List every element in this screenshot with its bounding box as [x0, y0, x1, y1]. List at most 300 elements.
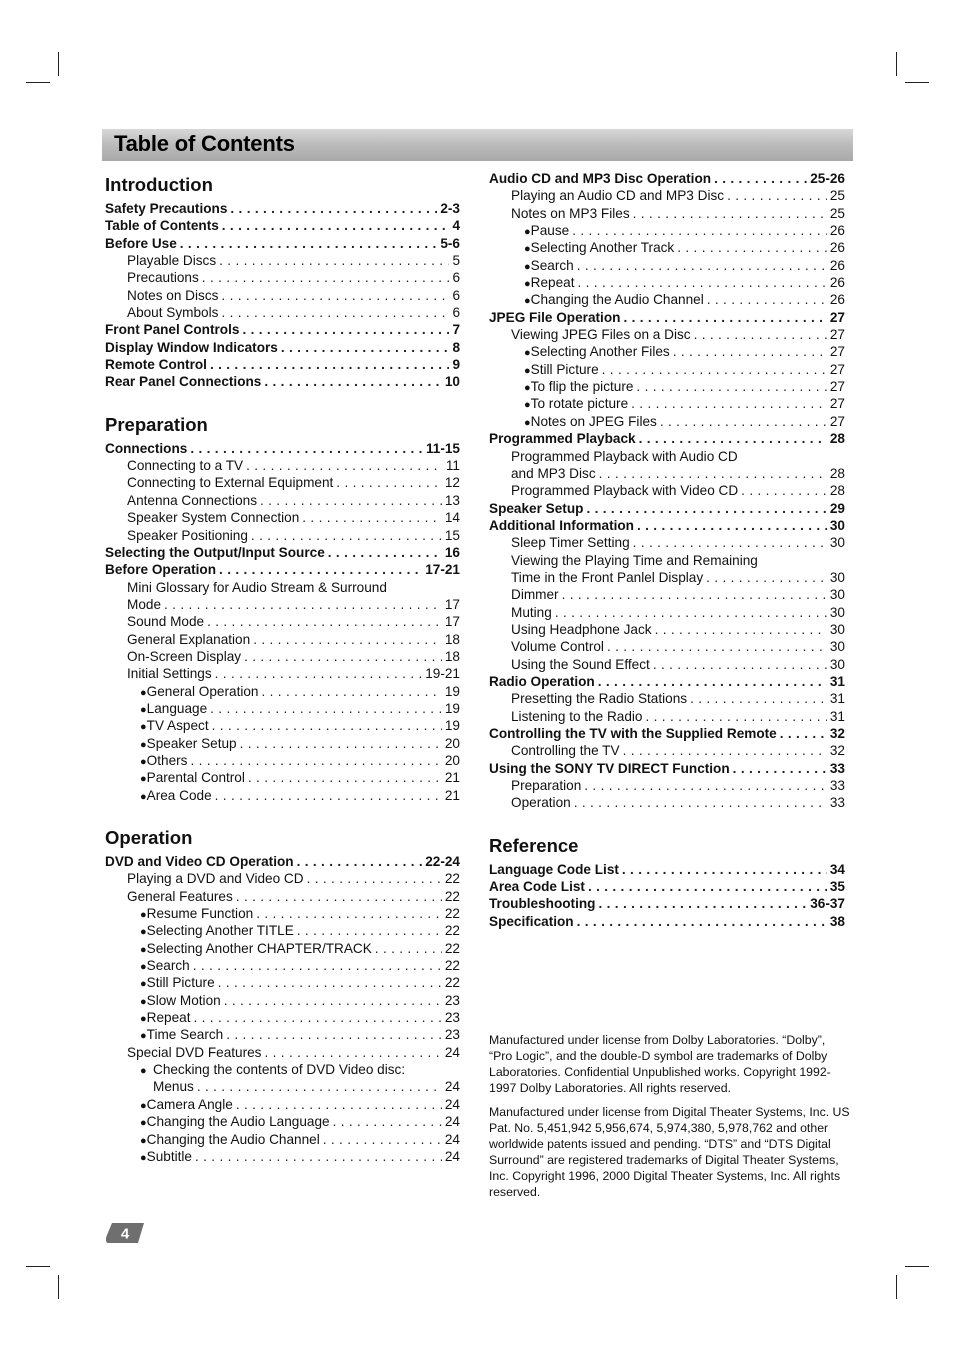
toc-entry — [489, 170, 845, 187]
toc-entry-page: 28 — [829, 431, 845, 447]
bullet-icon: ● — [524, 416, 531, 429]
dot-leader — [218, 974, 442, 991]
toc-entry — [489, 586, 845, 603]
toc-entry-page: 28 — [829, 483, 845, 499]
toc-entry — [489, 725, 845, 742]
dot-leader — [633, 534, 827, 551]
dot-leader — [741, 482, 827, 499]
toc-entry-label: Listening to the Radio — [511, 708, 643, 724]
toc-entry-page: 19 — [444, 683, 460, 699]
toc-entry — [489, 378, 845, 395]
toc-entry-label: Programmed Playback with Audio CD — [511, 448, 738, 464]
dot-leader — [328, 544, 442, 561]
toc-entry-page: 32 — [829, 726, 845, 741]
toc-entry-label: To rotate picture — [530, 396, 629, 412]
toc-entry-page: 30 — [829, 569, 845, 585]
toc-entry — [489, 257, 845, 274]
toc-entry-label: Connecting to a TV — [127, 458, 244, 474]
toc-entry-label: Checking the contents of DVD Video disc: — [153, 1062, 406, 1078]
toc-entry-page: 26 — [829, 292, 845, 308]
toc-entry-page: 22-24 — [425, 854, 460, 869]
dot-leader — [375, 940, 442, 957]
toc-entry-label: Audio CD and MP3 Disc Operation — [489, 171, 712, 186]
toc-entry — [489, 343, 845, 360]
bullet-icon: ● — [140, 773, 147, 786]
toc-entry — [489, 552, 845, 569]
toc-entry — [105, 440, 460, 457]
toc-entry-page: 33 — [829, 778, 845, 794]
toc-entry — [105, 527, 460, 544]
toc-entry-label: JPEG File Operation — [489, 309, 621, 325]
toc-entry — [105, 665, 460, 682]
dot-leader — [333, 1113, 442, 1130]
toc-entry-label: Volume Control — [511, 639, 604, 655]
dot-leader — [194, 1009, 442, 1026]
toc-entry-label: To flip the picture — [530, 379, 634, 395]
toc-entry — [489, 656, 845, 673]
toc-entry-label: TV Aspect — [146, 718, 209, 734]
dot-leader — [281, 339, 450, 356]
crop-mark — [26, 1266, 50, 1267]
toc-entry-page: 24 — [444, 1096, 460, 1112]
page-number-badge-shape — [106, 1221, 146, 1245]
toc-entry-page: 17-21 — [425, 562, 460, 578]
toc-entry — [105, 217, 460, 234]
dot-leader — [780, 725, 827, 742]
dot-leader — [623, 309, 826, 326]
toc-entry-page: 32 — [829, 743, 845, 759]
toc-entry-page: 13 — [444, 492, 460, 508]
toc-entry-page: 18 — [444, 631, 460, 647]
bullet-icon: ● — [140, 926, 147, 939]
dot-leader — [646, 708, 827, 725]
toc-entry-label: Speaker Setup — [489, 500, 584, 516]
toc-entry-label: Selecting Another CHAPTER/TRACK — [146, 940, 372, 956]
toc-entry-label: Still Picture — [530, 361, 599, 377]
dot-leader — [212, 717, 442, 734]
toc-entry-page: 27 — [829, 344, 845, 360]
toc-entry — [105, 613, 460, 630]
toc-entry — [105, 717, 460, 734]
toc-entry — [489, 708, 845, 725]
dot-leader — [221, 287, 449, 304]
section-spacer — [105, 391, 460, 410]
toc-entry-page: 24 — [444, 1148, 460, 1164]
toc-entry-label: Using the SONY TV DIRECT Function — [489, 760, 730, 776]
toc-entry — [489, 878, 845, 895]
bullet-icon: ● — [140, 721, 147, 734]
toc-entry-page: 4 — [452, 218, 460, 234]
toc-entry — [105, 1061, 460, 1078]
dot-leader — [197, 1078, 442, 1095]
toc-entry — [489, 465, 845, 482]
toc-entry-label: Notes on MP3 Files — [511, 205, 630, 221]
dot-leader — [210, 356, 449, 373]
toc-entry-page: 31 — [829, 691, 845, 707]
toc-entry-label: Camera Angle — [146, 1096, 233, 1112]
toc-entry-page: 6 — [452, 287, 460, 303]
toc-entry — [489, 760, 845, 777]
toc-entry — [105, 252, 460, 269]
toc-entry-label: and MP3 Disc — [511, 465, 596, 481]
toc-entry-label: Language Code List — [489, 861, 619, 877]
toc-entry — [105, 1078, 460, 1095]
toc-entry-page: 31 — [829, 708, 845, 724]
toc-entry-label: Display Window Indicators — [105, 339, 278, 355]
toc-entry — [489, 239, 845, 256]
toc-entry-page: 5 — [452, 253, 460, 269]
toc-entry — [105, 235, 460, 252]
toc-entry — [489, 430, 845, 447]
toc-entry — [105, 321, 460, 338]
dot-leader — [202, 269, 450, 286]
toc-entry-label: Sound Mode — [127, 614, 205, 630]
dot-leader — [190, 440, 423, 457]
toc-left-column — [105, 170, 460, 1165]
toc-entry-label: Dimmer — [511, 587, 559, 603]
toc-entry-label: Mode — [127, 596, 162, 612]
toc-entry — [105, 922, 460, 939]
section-heading-preparation: Preparation — [105, 413, 208, 435]
dot-leader — [577, 913, 827, 930]
toc-entry-page: 27 — [829, 396, 845, 412]
toc-entry-page: 27 — [829, 309, 845, 325]
page-title: Table of Contents — [114, 131, 295, 156]
dot-leader — [180, 235, 438, 252]
toc-entry-label: Connecting to External Equipment — [127, 475, 334, 491]
toc-entry-label: Playable Discs — [127, 253, 217, 269]
toc-entry-page: 18 — [444, 648, 460, 664]
dot-leader — [655, 621, 827, 638]
toc-entry-label: Programmed Playback — [489, 431, 636, 447]
toc-entry — [105, 1131, 460, 1148]
dot-leader — [219, 252, 449, 269]
bullet-icon: ● — [140, 1151, 147, 1164]
toc-entry — [105, 304, 460, 321]
toc-entry — [105, 648, 460, 665]
toc-entry — [105, 787, 460, 804]
toc-entry — [105, 905, 460, 922]
toc-entry-page: 25 — [829, 188, 845, 204]
dot-leader — [555, 604, 827, 621]
dot-leader — [302, 509, 442, 526]
toc-entry — [105, 888, 460, 905]
bullet-icon: ● — [140, 1134, 147, 1147]
toc-entry — [105, 561, 460, 578]
toc-entry-page: 17 — [444, 614, 460, 630]
toc-entry-page: 9 — [452, 357, 460, 373]
bullet-icon: ● — [140, 790, 147, 803]
bullet-icon: ● — [140, 738, 147, 751]
toc-entry-page: 25-26 — [810, 171, 845, 186]
toc-entry — [489, 187, 845, 204]
toc-entry — [105, 492, 460, 509]
toc-entry — [105, 474, 460, 491]
dot-leader — [260, 492, 442, 509]
bullet-icon: ● — [524, 243, 531, 256]
dot-leader — [240, 735, 442, 752]
dot-leader — [636, 378, 826, 395]
toc-entry-label: Mini Glossary for Audio Stream & Surround — [127, 579, 387, 595]
toc-entry — [489, 621, 845, 638]
toc-entry-page: 19 — [444, 718, 460, 734]
bullet-icon: ● — [524, 226, 531, 239]
toc-entry-page: 15 — [444, 527, 460, 543]
toc-entry-page: 28 — [829, 465, 845, 481]
dot-leader — [230, 200, 437, 217]
toc-entry-label: Speaker Setup — [146, 735, 237, 751]
dot-leader — [264, 1044, 441, 1061]
toc-entry — [489, 742, 845, 759]
dot-leader — [210, 700, 442, 717]
toc-entry-page: 7 — [452, 322, 460, 338]
bullet-icon: ● — [140, 703, 147, 716]
toc-entry-label: Slow Motion — [146, 992, 221, 1008]
toc-entry — [489, 326, 845, 343]
toc-entry-page: 22 — [444, 923, 460, 939]
dot-leader — [193, 957, 442, 974]
toc-entry-label: DVD and Video CD Operation — [105, 854, 294, 869]
bullet-icon: ● — [140, 1117, 147, 1130]
bullet-icon: ● — [140, 909, 147, 922]
toc-entry-page: 35 — [829, 879, 845, 895]
toc-entry — [105, 631, 460, 648]
toc-entry — [489, 638, 845, 655]
toc-entry-page: 30 — [829, 517, 845, 533]
dot-leader — [164, 596, 442, 613]
toc-entry-label: Front Panel Controls — [105, 322, 240, 338]
dot-leader — [221, 304, 449, 321]
toc-entry-label: Notes on JPEG Files — [530, 413, 657, 429]
toc-entry-page: 21 — [444, 770, 460, 786]
toc-entry-page: 11 — [445, 458, 460, 474]
dot-leader — [226, 1026, 442, 1043]
toc-entry-page: 19-21 — [425, 666, 460, 682]
bullet-icon: ● — [140, 978, 147, 991]
toc-entry-page: 26 — [829, 240, 845, 256]
toc-entry — [105, 339, 460, 356]
dot-leader — [631, 395, 827, 412]
dot-leader — [694, 326, 827, 343]
toc-entry-page: 22 — [444, 906, 460, 922]
toc-entry-label: Changing the Audio Channel — [146, 1131, 320, 1147]
bullet-icon: ● — [140, 1065, 147, 1078]
toc-entry-label: Changing the Audio Language — [146, 1114, 330, 1130]
toc-entry-page: 23 — [444, 1010, 460, 1026]
toc-entry-page: 23 — [444, 1027, 460, 1043]
toc-entry-page: 27 — [829, 327, 845, 343]
toc-entry — [489, 222, 845, 239]
toc-entry — [489, 395, 845, 412]
toc-entry-label: Time in the Front Panlel Display — [511, 569, 704, 585]
toc-entry — [489, 361, 845, 378]
dot-leader — [574, 794, 827, 811]
crop-mark — [26, 82, 50, 83]
toc-entry-label: General Features — [127, 888, 233, 904]
dot-leader — [727, 187, 827, 204]
toc-entry-label: Using Headphone Jack — [511, 621, 652, 637]
toc-entry-label: Repeat — [530, 275, 575, 291]
toc-entry-page: 30 — [829, 639, 845, 655]
toc-entry — [105, 992, 460, 1009]
dot-leader — [219, 561, 422, 578]
toc-entry-label: Before Operation — [105, 562, 217, 578]
toc-entry — [105, 700, 460, 717]
toc-entry-label: Repeat — [146, 1010, 191, 1026]
toc-entry-label: Parental Control — [146, 770, 245, 786]
toc-entry-page: 5-6 — [440, 235, 460, 251]
toc-entry-page: 24 — [444, 1079, 460, 1095]
toc-entry — [489, 534, 845, 551]
toc-entry — [105, 1148, 460, 1165]
toc-entry-page: 24 — [444, 1131, 460, 1147]
bullet-icon: ● — [524, 399, 531, 412]
toc-right-column — [489, 170, 845, 930]
toc-entry — [105, 269, 460, 286]
dot-leader — [653, 656, 827, 673]
dot-leader — [586, 500, 826, 517]
toc-entry-label: Programmed Playback with Video CD — [511, 483, 739, 499]
toc-entry-page: 10 — [444, 374, 460, 390]
toc-entry-label: Antenna Connections — [127, 492, 257, 508]
toc-entry-label: Before Use — [105, 235, 177, 251]
dot-leader — [690, 690, 827, 707]
toc-entry-label: Additional Information — [489, 517, 634, 533]
toc-entry-label: Remote Control — [105, 357, 207, 373]
toc-entry-label: Controlling the TV with the Supplied Remote — [489, 726, 777, 741]
crop-mark — [905, 1266, 929, 1267]
toc-entry-label: Viewing the Playing Time and Remaining — [511, 552, 758, 568]
toc-entry-label: Safety Precautions — [105, 201, 228, 216]
toc-entry-page: 17 — [444, 596, 460, 612]
toc-entry-page: 27 — [829, 413, 845, 429]
toc-entry — [105, 683, 460, 700]
toc-entry-page: 34 — [829, 861, 845, 877]
dot-leader — [242, 321, 449, 338]
toc-entry-page: 22 — [444, 888, 460, 904]
section-heading-introduction: Introduction — [105, 174, 213, 195]
toc-entry-label: Selecting the Output/Input Source — [105, 544, 325, 560]
toc-entry-page: 22 — [444, 871, 460, 887]
dot-leader — [673, 343, 827, 360]
section-heading-operation: Operation — [105, 827, 193, 848]
toc-entry-label: Search — [146, 958, 190, 974]
dot-leader — [264, 373, 442, 390]
dot-leader — [207, 613, 442, 630]
dot-leader — [224, 992, 442, 1009]
crop-mark — [58, 1275, 59, 1299]
dot-leader — [246, 457, 443, 474]
toc-entry — [489, 517, 845, 534]
toc-entry-label: Rear Panel Connections — [105, 374, 262, 390]
toc-entry — [105, 870, 460, 887]
toc-entry-page: 16 — [444, 544, 460, 560]
toc-entry-label: Changing the Audio Channel — [530, 292, 704, 308]
dot-leader — [323, 1131, 442, 1148]
dot-leader — [215, 665, 423, 682]
toc-entry-page: 29 — [829, 500, 845, 516]
toc-entry-label: Notes on Discs — [127, 287, 219, 303]
toc-entry — [105, 769, 460, 786]
toc-entry — [489, 448, 845, 465]
toc-entry — [489, 500, 845, 517]
toc-entry-page: 20 — [444, 752, 460, 768]
dot-leader — [607, 638, 827, 655]
dot-leader — [572, 222, 827, 239]
bullet-icon: ● — [524, 278, 531, 291]
dot-leader — [195, 1148, 442, 1165]
toc-entry-label: Speaker Positioning — [127, 527, 248, 543]
dot-leader — [336, 474, 442, 491]
toc-entry — [489, 777, 845, 794]
toc-entry — [489, 673, 845, 690]
toc-entry — [489, 604, 845, 621]
toc-entry — [489, 690, 845, 707]
toc-entry — [105, 373, 460, 390]
toc-entry-page: 2-3 — [440, 201, 460, 216]
toc-entry-page: 30 — [829, 535, 845, 551]
toc-entry-page: 38 — [829, 913, 845, 929]
toc-entry-label: Using the Sound Effect — [511, 656, 650, 672]
toc-entry — [105, 735, 460, 752]
toc-entry — [489, 861, 845, 878]
dot-leader — [660, 413, 827, 430]
toc-entry-page: 19 — [444, 700, 460, 716]
toc-entry-page: 26 — [829, 275, 845, 291]
dot-leader — [714, 170, 807, 187]
bullet-icon: ● — [524, 295, 531, 308]
toc-entry-label: Language — [146, 700, 208, 716]
toc-entry — [105, 1096, 460, 1113]
dot-leader — [707, 291, 827, 308]
dot-leader — [588, 878, 827, 895]
dot-leader — [599, 465, 827, 482]
bullet-icon: ● — [140, 961, 147, 974]
toc-entry — [489, 794, 845, 811]
toc-entry-label: Special DVD Features — [127, 1044, 262, 1060]
toc-entry-page: 30 — [829, 587, 845, 603]
toc-entry-page: 6 — [452, 305, 460, 321]
toc-entry-label: Connections — [105, 440, 188, 456]
toc-entry-page: 27 — [829, 379, 845, 395]
dot-leader — [253, 631, 442, 648]
toc-entry — [105, 596, 460, 613]
page-number-badge — [106, 1221, 146, 1245]
bullet-icon: ● — [524, 260, 531, 273]
toc-entry-label: Selecting Another TITLE — [146, 923, 294, 939]
dot-leader — [307, 870, 442, 887]
toc-entry-label: On-Screen Display — [127, 648, 242, 664]
toc-entry — [489, 309, 845, 326]
toc-entry — [105, 1113, 460, 1130]
toc-entry-label: Search — [530, 257, 574, 273]
toc-entry-page: 31 — [829, 673, 845, 689]
dot-leader — [733, 760, 827, 777]
toc-entry — [105, 853, 460, 870]
dot-leader — [297, 922, 442, 939]
license-notes — [489, 1032, 851, 1208]
toc-entry — [489, 913, 845, 930]
dot-leader — [215, 787, 442, 804]
dot-leader — [584, 777, 827, 794]
toc-entry-label: Viewing JPEG Files on a Disc — [511, 327, 691, 343]
toc-entry-page: 22 — [444, 940, 460, 956]
dot-leader — [598, 673, 827, 690]
toc-entry-label: General Explanation — [127, 631, 251, 647]
toc-entry — [105, 974, 460, 991]
dot-leader — [623, 742, 827, 759]
bullet-icon: ● — [524, 347, 531, 360]
